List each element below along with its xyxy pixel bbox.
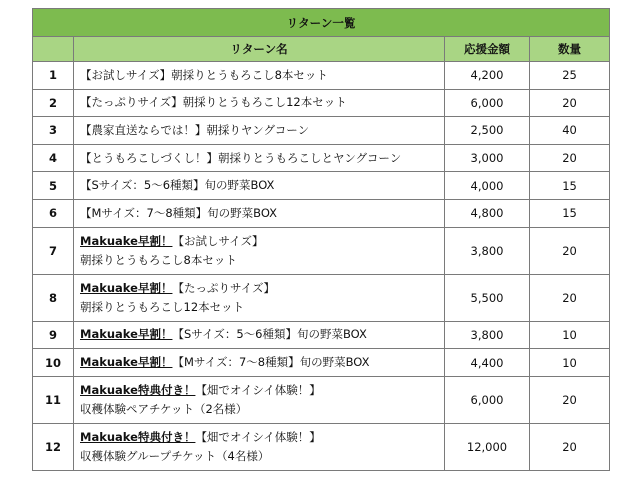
row-number: 8 <box>33 274 74 321</box>
row-number: 10 <box>33 349 74 377</box>
return-name-line <box>80 428 444 447</box>
return-name <box>74 172 445 200</box>
return-quantity: 20 <box>530 274 610 321</box>
return-name-line: 収穫体験ペアチケット（2名様） <box>80 401 248 416</box>
row-number: 1 <box>33 62 74 90</box>
return-name-text: 【Sサイズ：5〜6種類】旬の野菜BOX <box>172 327 367 342</box>
return-price: 4,800 <box>445 199 530 227</box>
return-name-line <box>80 381 444 400</box>
return-quantity: 25 <box>530 62 610 90</box>
return-name-line <box>80 232 444 251</box>
return-name <box>74 227 445 274</box>
returns-table <box>32 8 610 471</box>
return-price: 5,500 <box>445 274 530 321</box>
header-qty: 数量 <box>530 37 610 62</box>
return-name-line: 【お試しサイズ】朝採りとうもろこし8本セット <box>80 67 328 82</box>
return-name-text: 【お試しサイズ】 <box>172 233 264 248</box>
return-quantity: 20 <box>530 423 610 470</box>
return-name <box>74 199 445 227</box>
return-name <box>74 376 445 423</box>
return-name-line: 【とうもろこしづくし！】朝採りとうもろこしとヤングコーン <box>80 150 402 165</box>
return-name <box>74 89 445 117</box>
row-number: 9 <box>33 321 74 349</box>
return-name-line <box>80 279 444 298</box>
header-name: リターン名 <box>74 37 445 62</box>
return-name <box>74 274 445 321</box>
return-price: 6,000 <box>445 89 530 117</box>
table-row <box>33 321 610 349</box>
table-row <box>33 89 610 117</box>
row-number: 3 <box>33 117 74 145</box>
campaign-badge: Makuake早割！ <box>80 233 173 248</box>
row-number: 5 <box>33 172 74 200</box>
campaign-badge: Makuake早割！ <box>80 355 173 370</box>
return-quantity: 10 <box>530 321 610 349</box>
return-name-line: 【Sサイズ：5〜6種類】旬の野菜BOX <box>80 178 275 193</box>
return-name-text: 【畑でオイシイ体験！】 <box>195 382 321 397</box>
table-header-row <box>33 37 610 62</box>
return-quantity: 40 <box>530 117 610 145</box>
return-name <box>74 117 445 145</box>
return-quantity: 20 <box>530 89 610 117</box>
row-number: 4 <box>33 144 74 172</box>
row-number: 11 <box>33 376 74 423</box>
return-quantity: 15 <box>530 199 610 227</box>
return-name <box>74 349 445 377</box>
return-name-line: 収穫体験グループチケット（4名様） <box>80 448 270 463</box>
return-name-text: 【畑でオイシイ体験！】 <box>195 429 321 444</box>
table-row <box>33 117 610 145</box>
return-quantity: 20 <box>530 144 610 172</box>
table-row <box>33 172 610 200</box>
return-price: 3,800 <box>445 321 530 349</box>
row-number: 2 <box>33 89 74 117</box>
return-price: 3,800 <box>445 227 530 274</box>
return-price: 4,400 <box>445 349 530 377</box>
return-price: 12,000 <box>445 423 530 470</box>
return-name-text: 【たっぷりサイズ】 <box>172 280 276 295</box>
campaign-badge: Makuake特典付き！ <box>80 382 196 397</box>
return-quantity: 20 <box>530 227 610 274</box>
return-quantity: 20 <box>530 376 610 423</box>
return-name-line: 【たっぷりサイズ】朝採りとうもろこし12本セット <box>80 95 347 110</box>
return-name-line <box>80 325 444 344</box>
return-name-line: 朝採りとうもろこし12本セット <box>80 299 245 314</box>
table-row <box>33 376 610 423</box>
return-name-line: 【農家直送ならでは！】朝採りヤングコーン <box>80 122 310 137</box>
return-name-line: 【Mサイズ：7〜8種類】旬の野菜BOX <box>80 205 278 220</box>
return-quantity: 10 <box>530 349 610 377</box>
table-row <box>33 144 610 172</box>
table-title: リターン一覧 <box>33 9 610 37</box>
row-number: 6 <box>33 199 74 227</box>
table-row <box>33 62 610 90</box>
return-quantity: 15 <box>530 172 610 200</box>
table-title-row <box>33 9 610 37</box>
return-price: 4,200 <box>445 62 530 90</box>
return-name-line: 朝採りとうもろこし8本セット <box>80 252 237 267</box>
return-name-line <box>80 353 444 372</box>
table-row <box>33 349 610 377</box>
table-row <box>33 227 610 274</box>
table-row <box>33 274 610 321</box>
header-no <box>33 37 74 62</box>
return-name <box>74 321 445 349</box>
header-price: 応援金額 <box>445 37 530 62</box>
return-price: 6,000 <box>445 376 530 423</box>
return-price: 2,500 <box>445 117 530 145</box>
table-row <box>33 423 610 470</box>
return-price: 3,000 <box>445 144 530 172</box>
campaign-badge: Makuake早割！ <box>80 280 173 295</box>
table-row <box>33 199 610 227</box>
campaign-badge: Makuake特典付き！ <box>80 429 196 444</box>
return-name <box>74 423 445 470</box>
return-name <box>74 62 445 90</box>
return-price: 4,000 <box>445 172 530 200</box>
return-name-text: 【Mサイズ：7〜8種類】旬の野菜BOX <box>172 355 370 370</box>
row-number: 12 <box>33 423 74 470</box>
row-number: 7 <box>33 227 74 274</box>
return-name <box>74 144 445 172</box>
campaign-badge: Makuake早割！ <box>80 327 173 342</box>
